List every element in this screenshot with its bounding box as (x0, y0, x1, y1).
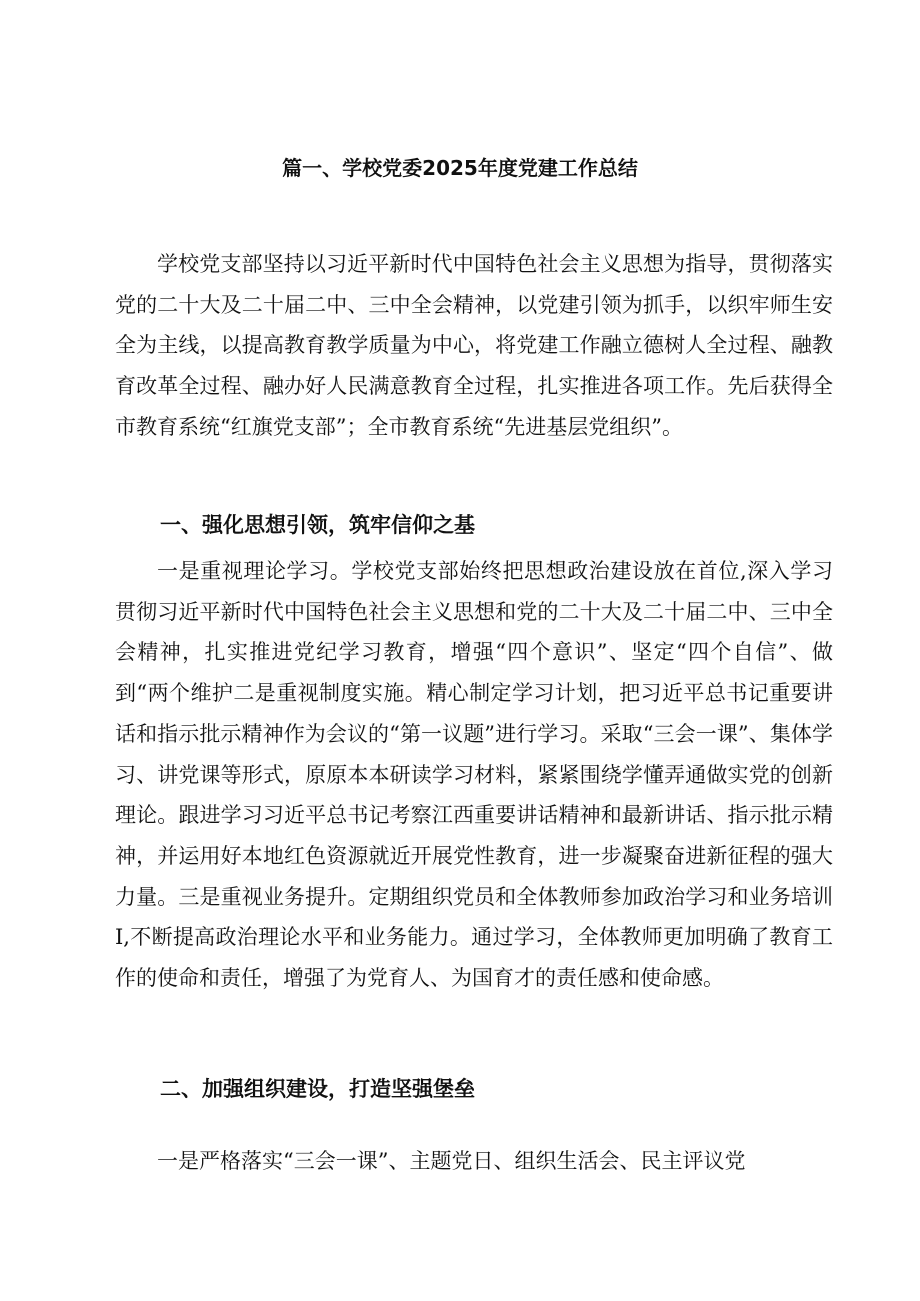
intro-paragraph: 学校党支部坚持以习近平新时代中国特色社会主义思想为指导，贯彻落实党的二十大及二十届二中、三中全会精神，以党建引领为抓手，以织牢师生安全为主线，以提高教育教学质量为中心，将党建工作融立德树人全过程、融教育改革全过程、融办好人民满意教育全过程，扎实推进各项工作。先后获得全市教育系统“红旗党支部”；全市教育系统“先进基层党组织”。 (115, 252, 833, 439)
section-2-paragraph: 一是严格落实“三会一课”、主题党日、组织生活会、民主评议党 (157, 1149, 746, 1173)
section-heading-2: 二、加强组织建设，打造坚强堡垒 (160, 1077, 475, 1101)
section-1-paragraph: 一是重视理论学习。学校党支部始终把思想政治建设放在首位,深入学习贯彻习近平新时代中国特色社会主义思想和党的二十大及二十届二中、三中全会精神，扎实推进党纪学习教育，增强“四个意识”、坚定“四个自信”、做到“两个维护二是重视制度实施。精心制定学习计划，把习近平总书记重要讲话和指示批示精神作为会议的“第一议题”进行学习。采取“三会一课”、集体学习、讲党课等形式，原原本本研读学习材料，紧紧围绕学懂弄通做实党的创新理论。跟进学习习近平总书记考察江西重要讲话精神和最新讲话、指示批示精神，并运用好本地红色资源就近开展党性教育，进一步凝聚奋进新征程的强大力量。三是重视业务提升。定期组织党员和全体教师参加政治学习和业务培训I,不断提高政治理论水平和业务能力。通过学习，全体教师更加明确了教育工作的使命和责任，增强了为党育人、为国育才的责任感和使命感。 (115, 559, 833, 991)
document-title: 篇一、学校党委2025年度党建工作总结 (282, 156, 638, 180)
section-heading-1: 一、强化思想引领，筑牢信仰之基 (160, 513, 475, 537)
